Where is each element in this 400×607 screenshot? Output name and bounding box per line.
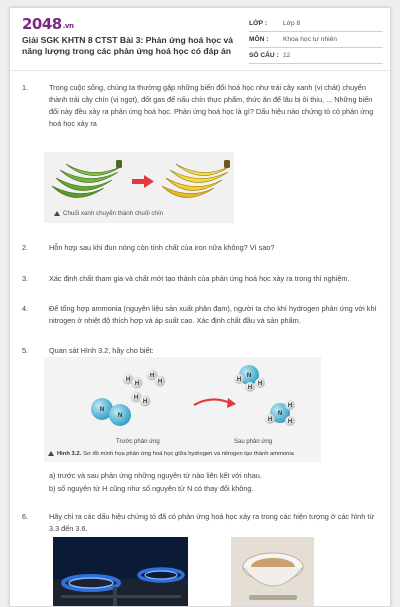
triangle-icon <box>48 451 54 456</box>
meta-table <box>249 16 383 64</box>
bowl-icon <box>231 537 314 607</box>
meta-value: Lớp 8 <box>283 20 301 27</box>
question-text: Xác định chất tham gia và chất mới tạo thành của phản ứng hoá học xảy ra trong thí nghiệm. <box>49 274 350 283</box>
document-sheet <box>9 7 391 607</box>
question-number: 1. <box>22 83 29 92</box>
figure-ammonia-reaction <box>44 357 321 462</box>
question-text: Để tổng hợp ammonia (nguyên liệu sản xuất phân đạm), người ta cho khí hydrogen phản ứng với khí nitrogen ở nhiệt độ thích hợp và áp suất cao. Xác định chất đầu và sản phẩm. <box>49 304 377 325</box>
question-text: Trong cuộc sống, chúng ta thường gặp những biến đổi hoá học như trái cây xanh (vị chát) chuyển thành trái cây chín (vị ngọt), đốt gas để nấu chín thực phẩm, thức ăn để lâu bị ôi thiu, ... Những biến đổi này đều xảy ra phản ứng hoá học. Phản ứng hoá học là gì? Dấu hiệu nào chứng tỏ có phản ứng hoá học xảy ra <box>49 83 374 128</box>
atom-label-h: H <box>134 381 140 387</box>
atom-label-h: H <box>142 399 148 405</box>
arrow-icon <box>132 175 154 188</box>
question-text: Quan sát Hình 3.2, hãy cho biết: <box>49 346 154 355</box>
site-logo[interactable] <box>22 15 73 33</box>
atom-label-n: N <box>99 407 105 413</box>
question-2 <box>22 242 380 254</box>
meta-key: MÔN : <box>249 36 269 43</box>
green-banana-icon <box>52 160 122 198</box>
reaction-arrow-icon <box>194 398 236 408</box>
figure-banana-ripening <box>44 152 234 223</box>
question-3 <box>22 273 380 285</box>
atom-label-h: H <box>287 419 293 425</box>
question-5 <box>22 345 380 357</box>
figure-caption-text: Chuối xanh chuyển thành chuối chín <box>63 210 164 217</box>
label-before-reaction: Trước phản ứng <box>116 439 160 445</box>
meta-row-count <box>249 48 383 64</box>
triangle-icon <box>54 211 60 216</box>
figure-caption <box>48 451 294 457</box>
reaction-diagram <box>44 357 321 449</box>
figure-caption-text: Sơ đồ mình họa phản ứng hoá học giữa hydrogen và nitrogen tạo thành ammonia <box>83 451 294 457</box>
atom-label-h: H <box>157 379 163 385</box>
atom-label-h: H <box>125 377 131 383</box>
question-text: Hỗn hợp sau khi đun nóng còn tính chất của iron nữa không? Vì sao? <box>49 243 275 252</box>
atom-label-h: H <box>267 417 273 423</box>
gas-stove-photo <box>53 537 188 607</box>
sub-item-b: b) số nguyên tử H cũng như số nguyên tử N có thay đổi không. <box>49 484 254 493</box>
question-number: 3. <box>22 274 29 283</box>
meta-value: 12 <box>283 52 291 59</box>
question-6 <box>22 511 380 535</box>
question-4 <box>22 303 380 327</box>
atom-label-n: N <box>117 413 123 419</box>
figure-caption <box>54 210 163 217</box>
meta-value: Khoa học tự nhiên <box>283 36 337 43</box>
logo-tld: .vn <box>62 22 74 30</box>
gas-flame-icon <box>53 537 188 607</box>
atom-label-h: H <box>149 373 155 379</box>
question-text: Hãy chỉ ra các dấu hiệu chứng tỏ đã có phản ứng hoá học xảy ra trong các hiện tượng ở các hình từ 3.3 đến 3.6. <box>49 512 375 533</box>
atom-label-n: N <box>246 373 252 379</box>
logo-number: 2048 <box>22 15 62 33</box>
atom-label-h: H <box>247 385 253 391</box>
yellow-banana-icon <box>162 160 230 198</box>
label-after-reaction: Sau phản ứng <box>234 439 273 445</box>
question-number: 4. <box>22 304 29 313</box>
atom-label-n: N <box>277 411 283 417</box>
question-number: 5. <box>22 346 29 355</box>
question-number: 2. <box>22 243 29 252</box>
document-title: Giải SGK KHTN 8 CTST Bài 3: Phản ứng hoá học và năng lượng trong các phản ứng hoá học có đáp án <box>22 35 234 56</box>
atom-label-h: H <box>236 377 242 383</box>
bowl-photo <box>231 537 314 607</box>
header-divider <box>10 70 391 71</box>
sub-item-a: a) trước và sau phản ứng những nguyên tử nào liên kết với nhau. <box>49 471 262 480</box>
atom-label-h: H <box>257 381 263 387</box>
document-header <box>10 8 391 66</box>
figure-caption-number: Hình 3.2. <box>57 451 82 457</box>
meta-row-subject <box>249 32 383 48</box>
meta-key: SỐ CÂU : <box>249 52 279 59</box>
nitrogen-molecule-icon <box>91 398 131 426</box>
atom-label-h: H <box>287 403 293 409</box>
question-1 <box>22 82 380 130</box>
question-number: 6. <box>22 512 29 521</box>
meta-row-grade <box>249 16 383 32</box>
atom-label-h: H <box>133 395 139 401</box>
meta-key: LỚP : <box>249 20 267 27</box>
